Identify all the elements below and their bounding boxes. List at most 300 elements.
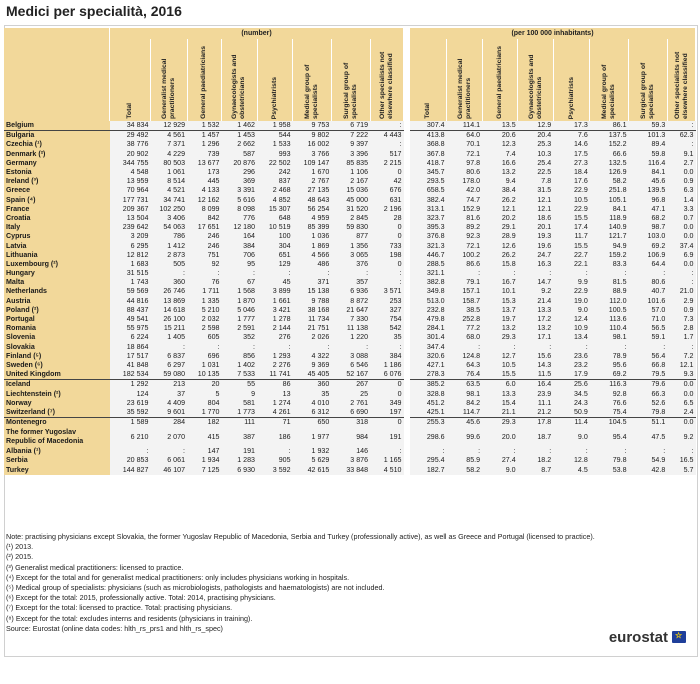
number-cell: 9 753: [293, 121, 332, 131]
country-cell: Slovenia: [4, 333, 110, 342]
rate-cell: 2.9: [667, 297, 695, 306]
number-cell: 4 548: [110, 168, 151, 177]
table-row: [4, 447, 696, 456]
rate-cell: 17.9: [553, 370, 590, 380]
rate-cell: 9.0: [553, 427, 590, 447]
number-cell: 59 569: [110, 287, 151, 296]
number-cell: 304: [257, 241, 293, 250]
rate-cell: 62.3: [667, 131, 695, 141]
number-cell: :: [221, 269, 257, 278]
eu-flag-icon: [672, 631, 686, 643]
number-cell: 48 643: [293, 196, 332, 205]
number-cell: 5 629: [293, 456, 332, 465]
number-cell: 5 210: [187, 306, 221, 315]
rate-cell: 12.1: [667, 361, 695, 370]
rate-cell: 15.5: [482, 370, 518, 380]
number-cell: 648: [257, 214, 293, 223]
rate-cell: 25.4: [518, 159, 554, 168]
column-header-label: Total: [126, 103, 134, 119]
rate-cell: 16.6: [482, 159, 518, 168]
rate-cell: 99.6: [447, 427, 483, 447]
rate-cell: 88.9: [590, 287, 629, 296]
rate-column-header: [667, 39, 695, 121]
number-cell: 198: [370, 251, 403, 260]
rate-cell: 121.7: [590, 232, 629, 241]
number-cell: 38 168: [293, 306, 332, 315]
number-cell: 1 661: [257, 297, 293, 306]
rate-cell: 45.6: [447, 418, 483, 428]
number-cell: 0: [370, 380, 403, 390]
number-cell: 191: [221, 447, 257, 456]
rate-cell: 110.4: [590, 324, 629, 333]
rate-cell: 21.1: [482, 408, 518, 418]
footnote-line: Note: practising physicians except Slovakia, the former Yugoslav Republic of Macedonia, Serbia and Turkey (professionally active), as well as Greece and Portugal (licensed to practice).: [6, 532, 595, 541]
rate-cell: 12.3: [482, 140, 518, 149]
rate-cell: 24.3: [553, 399, 590, 408]
footnote-line: (⁶) Except for the total: 2015, professionally active. Total: 2014, practising physicians.: [6, 593, 276, 603]
number-cell: 8 098: [221, 205, 257, 214]
column-header-label: General paediatricians: [200, 46, 208, 119]
number-cell: 4 561: [150, 131, 187, 141]
number-column-header: [221, 39, 257, 121]
rate-cell: 47.5: [629, 427, 668, 447]
number-cell: 173: [187, 168, 221, 177]
table-row: [4, 418, 696, 428]
rate-cell: 58.2: [447, 466, 483, 475]
rate-cell: 298.6: [410, 427, 447, 447]
rate-cell: 0.0: [667, 260, 695, 269]
table-row: [4, 159, 696, 168]
rate-cell: 9.0: [482, 466, 518, 475]
country-cell: Denmark (²): [4, 150, 110, 159]
table-row: [4, 260, 696, 269]
number-cell: 1 870: [221, 297, 257, 306]
number-cell: 3 391: [221, 186, 257, 195]
country-cell: Cyprus: [4, 232, 110, 241]
number-cell: 2 070: [150, 427, 187, 447]
rate-cell: :: [518, 447, 554, 456]
rate-cell: 53.8: [590, 466, 629, 475]
number-cell: 2 276: [257, 361, 293, 370]
column-header-label: Gynaecologists and obstetricians: [231, 54, 247, 119]
country-cell: Romania: [4, 324, 110, 333]
number-cell: 1 165: [370, 456, 403, 465]
rate-cell: 0.9: [667, 177, 695, 186]
rate-cell: 54.9: [629, 456, 668, 465]
rate-cell: 13.2: [518, 324, 554, 333]
number-cell: 18 864: [110, 343, 151, 352]
rate-cell: 29.3: [482, 418, 518, 428]
number-cell: 318: [331, 418, 370, 428]
table-row: [4, 131, 696, 141]
number-cell: 1 283: [221, 456, 257, 465]
number-cell: 6 210: [110, 427, 151, 447]
country-cell: Greece: [4, 186, 110, 195]
rate-cell: 18.2: [518, 456, 554, 465]
number-cell: 246: [187, 232, 221, 241]
rate-cell: 12.8: [553, 456, 590, 465]
rate-cell: 16.5: [667, 456, 695, 465]
number-cell: 445: [187, 177, 221, 186]
rate-cell: 98.1: [590, 333, 629, 342]
rate-cell: 20.1: [518, 223, 554, 232]
rate-cell: 71.0: [629, 315, 668, 324]
country-cell: Switzerland (⁷): [4, 408, 110, 418]
number-cell: 10 135: [187, 370, 221, 380]
number-cell: 905: [257, 456, 293, 465]
table-row: [4, 196, 696, 205]
number-cell: 20 876: [221, 159, 257, 168]
number-cell: 2 032: [187, 315, 221, 324]
number-cell: 352: [221, 333, 257, 342]
rate-cell: 18.7: [518, 427, 554, 447]
rate-cell: 14.3: [518, 361, 554, 370]
country-cell: Montenegro: [4, 418, 110, 428]
number-cell: 3 766: [293, 150, 332, 159]
number-cell: 2 468: [257, 186, 293, 195]
number-cell: 1 402: [221, 361, 257, 370]
table-row: [4, 121, 696, 131]
number-cell: 59 830: [331, 223, 370, 232]
number-cell: 3 396: [331, 150, 370, 159]
number-cell: 3 065: [331, 251, 370, 260]
number-cell: 6 224: [110, 333, 151, 342]
rate-cell: 89.4: [629, 140, 668, 149]
number-cell: :: [257, 447, 293, 456]
number-cell: 92: [187, 260, 221, 269]
column-header-label: Surgical group of specialists: [640, 62, 655, 119]
rate-cell: 83.3: [590, 260, 629, 269]
rate-cell: 69.2: [590, 370, 629, 380]
rate-cell: 159.2: [590, 251, 629, 260]
rate-cell: 22.7: [553, 251, 590, 260]
rate-cell: :: [553, 343, 590, 352]
number-cell: 1 568: [221, 287, 257, 296]
rate-cell: 114.1: [447, 121, 483, 131]
country-cell: Germany: [4, 159, 110, 168]
rate-cell: 126.9: [590, 168, 629, 177]
table-row: [4, 241, 696, 250]
rate-cell: 38.5: [447, 306, 483, 315]
number-cell: 182 534: [110, 370, 151, 380]
number-cell: 2 215: [370, 159, 403, 168]
number-cell: 6 295: [110, 241, 151, 250]
rate-cell: 13.2: [482, 324, 518, 333]
country-cell: Finland (⁵): [4, 352, 110, 361]
table-row: [4, 408, 696, 418]
data-table: [4, 28, 696, 475]
rate-column-header: [447, 39, 483, 121]
rate-cell: 98.1: [447, 389, 483, 398]
number-cell: :: [257, 343, 293, 352]
rate-cell: 321.1: [410, 269, 447, 278]
rate-cell: 323.7: [410, 214, 447, 223]
column-header-label: Total: [424, 103, 432, 119]
rate-cell: 114.7: [447, 408, 483, 418]
number-cell: :: [257, 269, 293, 278]
number-cell: 696: [187, 352, 221, 361]
number-cell: 676: [370, 186, 403, 195]
table-row: [4, 352, 696, 361]
rate-cell: 9.4: [482, 177, 518, 186]
number-cell: 3 209: [110, 232, 151, 241]
country-cell: Bulgaria: [4, 131, 110, 141]
number-cell: 182: [187, 418, 221, 428]
country-cell: Austria: [4, 297, 110, 306]
rate-cell: 345.7: [410, 168, 447, 177]
footnote-line: (⁵) Medical group of specialists: physicians (such as microbiologists, pathologists and haematologists) are not included.: [6, 583, 385, 593]
number-column-header: [370, 39, 403, 121]
number-cell: 6 061: [150, 456, 187, 465]
rate-cell: 9.3: [667, 370, 695, 380]
number-cell: 1 335: [187, 297, 221, 306]
rate-cell: 64.3: [447, 361, 483, 370]
rate-cell: 140.9: [590, 223, 629, 232]
rate-cell: 11.4: [553, 418, 590, 428]
rate-cell: :: [667, 140, 695, 149]
number-cell: :: [150, 447, 187, 456]
rate-cell: 76.4: [447, 370, 483, 380]
number-cell: 95: [221, 260, 257, 269]
number-cell: 4 510: [370, 466, 403, 475]
number-cell: 856: [221, 352, 257, 361]
rate-cell: 0.0: [667, 168, 695, 177]
number-cell: 7 533: [221, 370, 257, 380]
rate-cell: 12.6: [482, 241, 518, 250]
rate-cell: 23.6: [553, 352, 590, 361]
rate-cell: 19.6: [518, 241, 554, 250]
number-cell: 21 647: [331, 306, 370, 315]
number-cell: 9: [221, 389, 257, 398]
number-cell: 11 741: [257, 370, 293, 380]
rate-cell: 96.8: [629, 196, 668, 205]
number-cell: 34 834: [110, 121, 151, 131]
number-cell: :: [293, 269, 332, 278]
number-cell: 1 453: [221, 131, 257, 141]
number-cell: 13: [257, 389, 293, 398]
rate-cell: 427.1: [410, 361, 447, 370]
number-cell: 144 827: [110, 466, 151, 475]
number-cell: 8 099: [187, 205, 221, 214]
rate-cell: 178.0: [447, 177, 483, 186]
number-cell: 239 642: [110, 223, 151, 232]
rate-cell: 47.1: [629, 205, 668, 214]
number-cell: 2 845: [331, 214, 370, 223]
number-cell: 349: [370, 399, 403, 408]
rate-cell: 413.8: [410, 131, 447, 141]
number-cell: 1 773: [221, 408, 257, 418]
number-cell: 35 592: [110, 408, 151, 418]
rate-cell: 13.3: [482, 389, 518, 398]
rate-cell: 17.2: [518, 315, 554, 324]
number-cell: 177 731: [110, 196, 151, 205]
number-cell: 85 399: [293, 223, 332, 232]
number-cell: 109 147: [293, 159, 332, 168]
rate-cell: 18.4: [553, 168, 590, 177]
rate-cell: :: [590, 447, 629, 456]
number-cell: 9 601: [150, 408, 187, 418]
number-cell: :: [331, 343, 370, 352]
number-cell: 3 088: [331, 352, 370, 361]
rate-cell: 94.9: [590, 241, 629, 250]
rate-cell: 425.1: [410, 408, 447, 418]
number-cell: 276: [257, 333, 293, 342]
number-cell: 842: [187, 214, 221, 223]
number-cell: 27 135: [293, 186, 332, 195]
rate-cell: 19.7: [482, 315, 518, 324]
table-row: [4, 287, 696, 296]
rate-cell: 63.5: [447, 380, 483, 390]
number-cell: 360: [150, 278, 187, 287]
number-cell: 42 615: [293, 466, 332, 475]
number-cell: 45 405: [293, 370, 332, 380]
number-cell: 17 651: [187, 223, 221, 232]
number-cell: 4 133: [187, 186, 221, 195]
number-column-header: [187, 39, 221, 121]
number-cell: 6 297: [150, 361, 187, 370]
rate-cell: 3.3: [667, 205, 695, 214]
rate-cell: 2.7: [667, 159, 695, 168]
rate-cell: 25.3: [518, 140, 554, 149]
rate-cell: 20.4: [518, 131, 554, 141]
number-cell: 12 812: [110, 251, 151, 260]
number-cell: :: [370, 343, 403, 352]
rate-cell: :: [629, 269, 668, 278]
number-cell: 197: [370, 408, 403, 418]
rate-cell: 22.5: [518, 168, 554, 177]
rate-cell: 13.7: [482, 306, 518, 315]
number-cell: 253: [370, 297, 403, 306]
footnote-line: (²) 2015.: [6, 552, 34, 562]
number-cell: 242: [257, 168, 293, 177]
rate-cell: :: [667, 447, 695, 456]
country-cell: Turkey: [4, 466, 110, 475]
number-cell: 8 514: [150, 177, 187, 186]
table-row: [4, 361, 696, 370]
number-cell: 2 591: [221, 324, 257, 333]
rate-cell: 284.1: [410, 324, 447, 333]
rate-cell: 68.0: [447, 333, 483, 342]
rate-cell: 79.1: [447, 278, 483, 287]
number-cell: 9 802: [293, 131, 332, 141]
country-cell: Sweden (⁶): [4, 361, 110, 370]
number-cell: 1 296: [187, 140, 221, 149]
number-cell: :: [150, 343, 187, 352]
number-cell: 11 734: [293, 315, 332, 324]
number-cell: 651: [257, 251, 293, 260]
footnote-line: (⁸) Except for the total: excludes interns and residents (physicians in training).: [6, 613, 253, 623]
number-cell: 44 816: [110, 297, 151, 306]
number-cell: 6 076: [370, 370, 403, 380]
rate-cell: 0.0: [667, 380, 695, 390]
page-title: Medici per specialità, 2016: [6, 3, 182, 19]
rate-cell: :: [590, 269, 629, 278]
country-cell: Slovakia: [4, 343, 110, 352]
rate-cell: 13.3: [518, 306, 554, 315]
rate-cell: 16.3: [518, 260, 554, 269]
rate-cell: :: [482, 343, 518, 352]
rate-cell: :: [629, 447, 668, 456]
number-cell: 1 589: [110, 418, 151, 428]
rate-cell: 24.7: [518, 251, 554, 260]
number-cell: 46 107: [150, 466, 187, 475]
rate-cell: 349.8: [410, 287, 447, 296]
number-cell: 129: [257, 260, 293, 269]
number-cell: 28: [370, 214, 403, 223]
rate-cell: 8.7: [518, 466, 554, 475]
rate-cell: 395.3: [410, 223, 447, 232]
number-cell: 80 503: [150, 159, 187, 168]
number-cell: 1 106: [331, 168, 370, 177]
rate-column-header: [482, 39, 518, 121]
number-column-header: [257, 39, 293, 121]
rate-cell: 7.8: [518, 177, 554, 186]
number-cell: 164: [221, 232, 257, 241]
footnote-line: (⁷) Except for the total: licensed to practice. Total: practising physicians.: [6, 603, 233, 613]
number-cell: 267: [331, 380, 370, 390]
number-cell: 20: [187, 380, 221, 390]
rate-cell: 38.4: [482, 186, 518, 195]
number-cell: 59 080: [150, 370, 187, 380]
number-cell: 0: [370, 223, 403, 232]
number-cell: 14 618: [150, 306, 187, 315]
rate-cell: :: [518, 343, 554, 352]
country-cell: France: [4, 205, 110, 214]
rate-cell: 50.9: [553, 408, 590, 418]
table-row: [4, 456, 696, 465]
rate-cell: 118.9: [590, 214, 629, 223]
number-cell: 786: [150, 232, 187, 241]
number-cell: 327: [370, 306, 403, 315]
number-cell: 6 936: [331, 287, 370, 296]
rate-cell: 137.5: [590, 131, 629, 141]
country-cell: Malta: [4, 278, 110, 287]
rate-cell: 232.8: [410, 306, 447, 315]
number-cell: :: [221, 343, 257, 352]
rate-cell: 72.1: [447, 150, 483, 159]
rate-cell: 98.7: [629, 223, 668, 232]
rate-cell: 382.8: [410, 278, 447, 287]
rate-cell: 320.6: [410, 352, 447, 361]
country-cell: United Kingdom: [4, 370, 110, 380]
number-cell: 17 517: [110, 352, 151, 361]
rate-cell: 12.4: [553, 315, 590, 324]
number-cell: 0: [370, 168, 403, 177]
rate-cell: 293.5: [410, 177, 447, 186]
number-cell: 12 180: [221, 223, 257, 232]
number-cell: 3 876: [331, 456, 370, 465]
rate-cell: 16.7: [482, 278, 518, 287]
number-cell: 296: [221, 168, 257, 177]
rate-cell: 79.8: [590, 456, 629, 465]
rate-cell: 21.0: [667, 287, 695, 296]
rate-cell: 15.4: [482, 399, 518, 408]
number-cell: 1 031: [187, 361, 221, 370]
table-row: [4, 324, 696, 333]
rate-cell: 84.2: [447, 399, 483, 408]
number-cell: 7 125: [187, 466, 221, 475]
table-row: [4, 214, 696, 223]
country-cell: Czechia (¹): [4, 140, 110, 149]
column-header-label: Other specialists not elsewhere classified: [378, 51, 394, 119]
rate-cell: 17.3: [553, 121, 590, 131]
rate-cell: 13.4: [553, 333, 590, 342]
rate-cell: :: [482, 269, 518, 278]
number-cell: 2 167: [331, 177, 370, 186]
country-cell: Liechtenstein (²): [4, 389, 110, 398]
table-row: [4, 389, 696, 398]
number-cell: 1 532: [187, 121, 221, 131]
